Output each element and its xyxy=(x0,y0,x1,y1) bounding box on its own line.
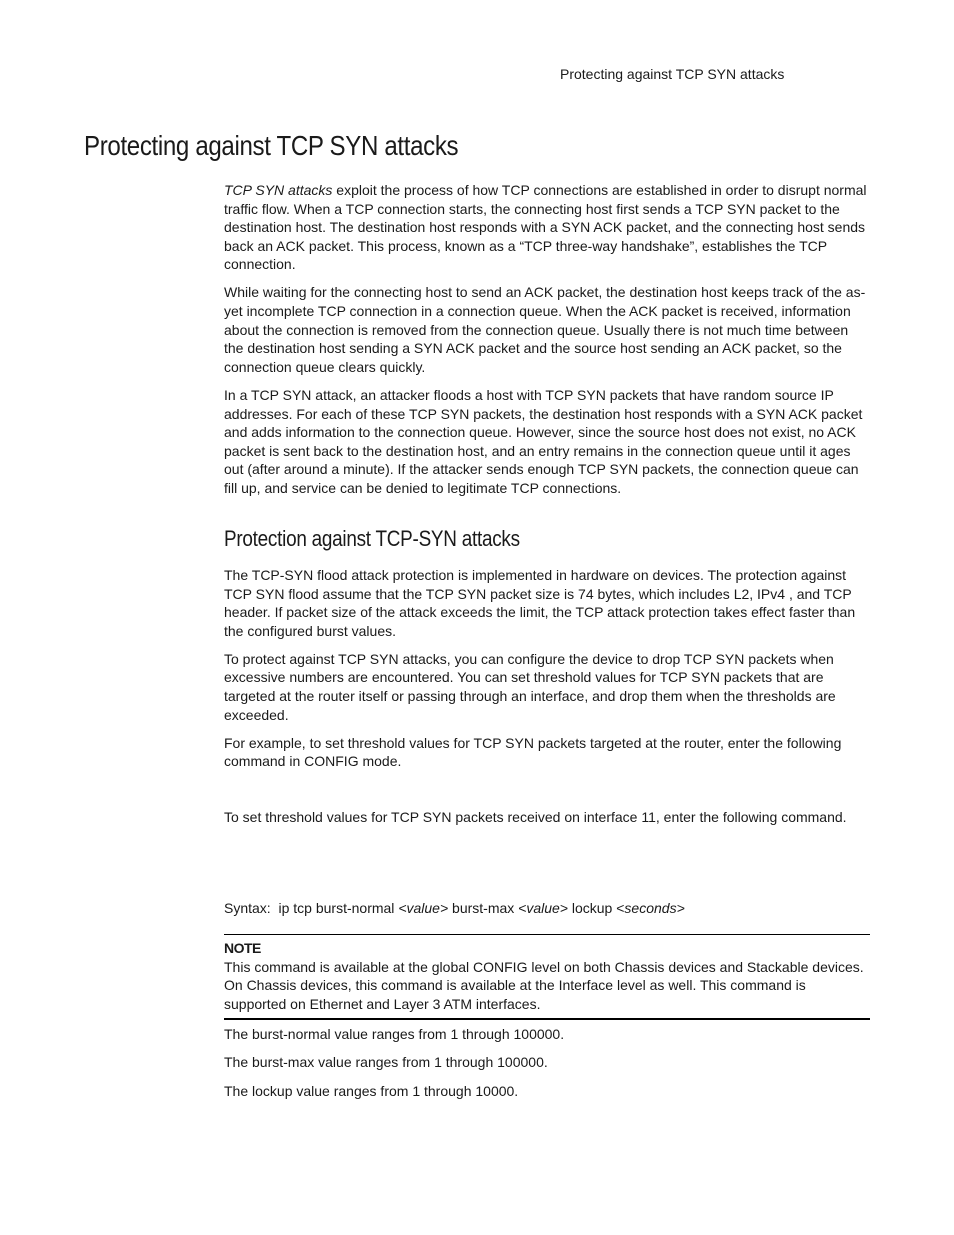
section-title: Protection against TCP-SYN attacks xyxy=(224,526,520,551)
section-paragraph-3: For example, to set threshold values for TCP SYN packets targeted at the router, enter the following command in CONFIG mode. xyxy=(224,734,842,770)
intro-paragraph-1 xyxy=(224,181,870,274)
section-paragraph-1: The TCP-SYN flood attack protection is implemented in hardware on devices. The protection against TCP SYN flood assume that the TCP SYN packet size is 74 bytes, which includes L2, IPv4 , and TCP header. If packet size of the attack exceeds the limit, the TCP attack protection takes effect faster than the configured burst values. xyxy=(224,567,856,639)
range-suffix: value ranges from 1 through 100000. xyxy=(330,1026,565,1042)
note-label: NOTE xyxy=(224,940,261,956)
range-keyword: burst-normal xyxy=(252,1026,331,1042)
syntax-arg-3: seconds> xyxy=(624,900,685,916)
section-body-2 xyxy=(224,808,870,836)
range-prefix: The xyxy=(224,1083,253,1099)
syntax-label: Syntax: xyxy=(224,900,271,916)
syntax-command: ip tcp burst-normal xyxy=(278,900,395,916)
term-tcp-syn-attacks: TCP SYN attacks xyxy=(224,182,333,198)
intro-paragraph-1-text: exploit the process of how TCP connections are established in order to disrupt normal traffic flow. When a TCP connection starts, the connecting host first sends a TCP SYN packet to the destination host. The destination host responds with a SYN ACK packet, and the connecting host sends back an ACK packet. This process, known as a “TCP three-way handshake”, establishes the TCP connection. xyxy=(224,182,867,273)
range-keyword: burst-max xyxy=(252,1054,315,1070)
range-prefix: The xyxy=(224,1054,253,1070)
section-body xyxy=(224,566,870,780)
note-text: This command is available at the global CONFIG level on both Chassis devices and Stackable devices. On Chassis devices, this command is available at the Interface level as well. This command is supported on Ethernet and Layer 3 ATM interfaces. xyxy=(224,958,864,1012)
range-prefix: The xyxy=(224,1026,253,1042)
range-burst-max xyxy=(224,1054,548,1070)
syntax-arg-1: <value> xyxy=(398,900,449,916)
syntax-arg-2: <value> xyxy=(518,900,568,916)
syntax-keyword-lockup: lockup < xyxy=(571,900,625,916)
syntax-line xyxy=(224,900,685,916)
note-box xyxy=(224,934,870,1020)
running-header: Protecting against TCP SYN attacks xyxy=(560,66,785,82)
intro-section xyxy=(224,181,870,507)
range-keyword: lockup xyxy=(252,1083,293,1099)
range-suffix: value ranges from 1 through 10000. xyxy=(292,1083,519,1099)
section-paragraph-2: To protect against TCP SYN attacks, you can configure the device to drop TCP SYN packets when excessive numbers are encountered. You can set threshold values for TCP SYN packets that are targeted at the router itself or passing through an interface, and drop them when the thresholds are exceeded. xyxy=(224,650,836,723)
range-lockup xyxy=(224,1083,518,1099)
section-paragraph-4: To set threshold values for TCP SYN packets received on interface 11, enter the following command. xyxy=(224,809,847,825)
intro-paragraph-3: In a TCP SYN attack, an attacker floods a host with TCP SYN packets that have random source IP addresses. For each of these TCP SYN packets, the destination host responds with a SYN ACK packet and adds information to the connection queue. However, since the source host does not exist, no ACK packet is sent back to the destination host, and an entry remains in the connection queue until it ages out (after around a minute). If the attacker sends enough TCP SYN packets, the connection queue can fill up, and service can be denied to legitimate TCP connections. xyxy=(224,386,863,496)
range-suffix: value ranges from 1 through 100000. xyxy=(314,1054,548,1070)
range-burst-normal xyxy=(224,1026,564,1042)
intro-paragraph-2: While waiting for the connecting host to send an ACK packet, the destination host keeps track of the as-yet incomplete TCP connection in a connection queue. When the ACK packet is received, information about the connection is removed from the connection queue. Usually there is not much time between the destination host sending a SYN ACK packet and the source host sending an ACK packet, so the connection queue clears quickly. xyxy=(224,284,866,375)
page-title: Protecting against TCP SYN attacks xyxy=(84,130,459,161)
syntax-keyword-burst-max: burst-max xyxy=(452,900,515,916)
